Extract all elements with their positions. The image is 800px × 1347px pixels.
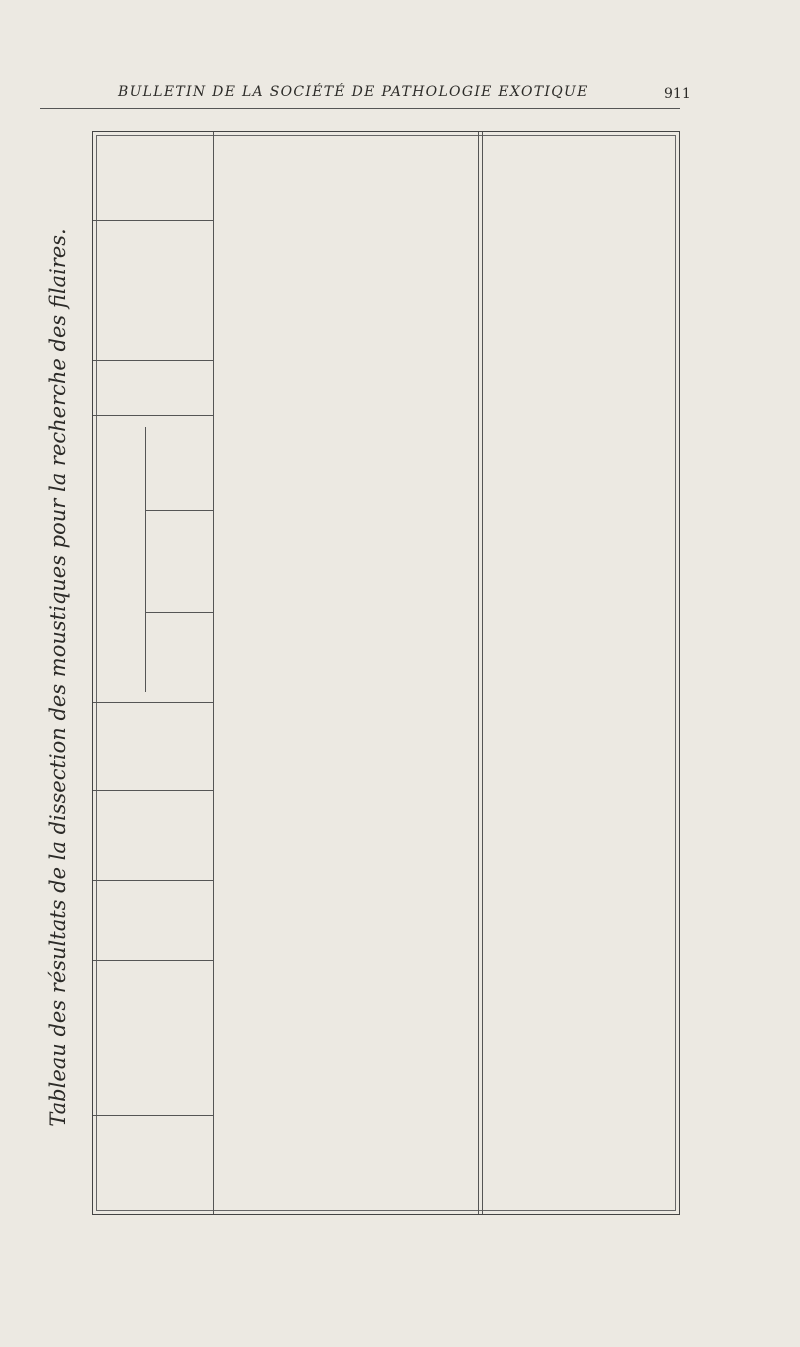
zone-divider xyxy=(478,132,479,1214)
rotated-table-page xyxy=(40,130,680,1225)
column-separator xyxy=(93,702,213,703)
header-rule xyxy=(213,132,214,1214)
running-header xyxy=(40,80,691,109)
table-inner-border xyxy=(96,135,676,1211)
column-separator xyxy=(145,510,213,511)
examen-brace xyxy=(145,427,146,692)
column-separator xyxy=(93,790,213,791)
page-number: 911 xyxy=(664,86,691,102)
zone-divider-2 xyxy=(482,132,483,1214)
column-separator xyxy=(93,1115,213,1116)
column-separator xyxy=(145,612,213,613)
column-separator xyxy=(93,415,213,416)
column-separator xyxy=(93,880,213,881)
journal-title: BULLETIN DE LA SOCIÉTÉ DE PATHOLOGIE EXOTIQUE xyxy=(118,84,589,100)
column-separator xyxy=(93,960,213,961)
data-table xyxy=(92,131,680,1215)
column-separator xyxy=(93,220,213,221)
column-separator xyxy=(93,360,213,361)
table-caption: Tableau des résultats de la dissection des moustiques pour la recherche des filaires. xyxy=(46,228,70,1127)
